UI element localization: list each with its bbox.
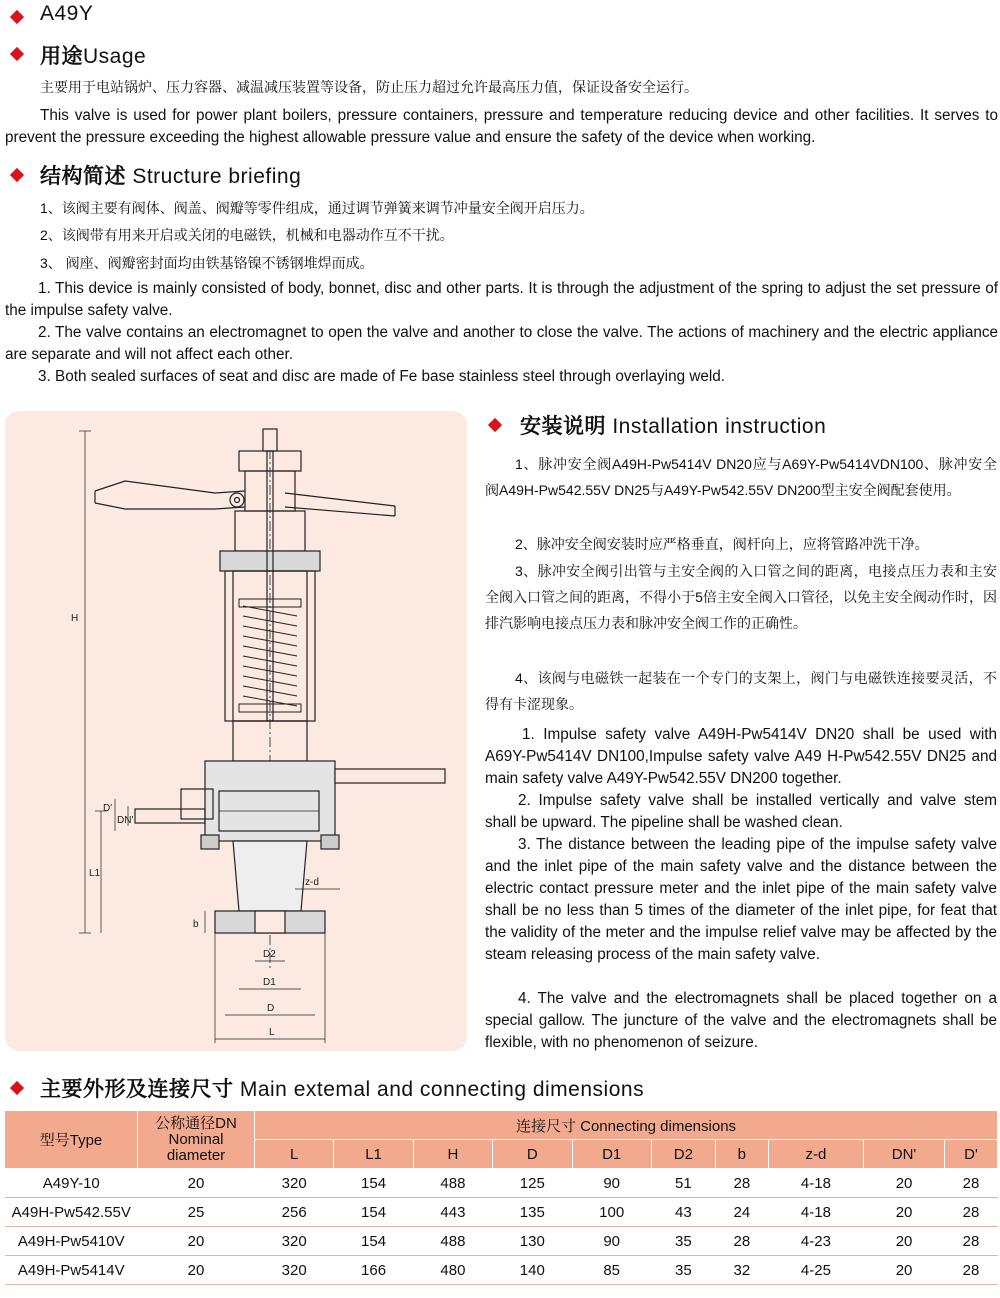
table-cell: 28 (715, 1169, 768, 1198)
dim-label-z-d: z-d (305, 877, 319, 888)
table-cell: 480 (413, 1256, 492, 1285)
table-cell: 90 (572, 1227, 651, 1256)
dim-label-D-prime: D' (103, 803, 113, 814)
usage-title-en: Usage (83, 45, 147, 68)
dim-label-D2: D2 (263, 949, 276, 960)
table-cell: 25 (138, 1198, 255, 1227)
col-header: L (255, 1140, 334, 1169)
bullet-icon (488, 418, 502, 432)
structure-title-cn: 结构简述 (40, 165, 126, 188)
table-cell: 488 (413, 1227, 492, 1256)
bullet-icon (10, 47, 24, 61)
dim-label-D1: D1 (263, 977, 276, 988)
installation-item-en-2: 2. Impulse safety valve shall be installed vertically and valve stem shall be upward. The pipeline shall be washed clean. (485, 792, 997, 831)
table-cell: 20 (864, 1198, 945, 1227)
table-row (5, 1256, 998, 1285)
table-cell: 100 (572, 1198, 651, 1227)
table-cell: A49Y-10 (5, 1169, 138, 1198)
structure-item-cn-1: 1、该阀主要有阀体、阀盖、阀瓣等零件组成，通过调节弹簧来调节冲量安全阀开启压力。 (40, 200, 594, 216)
table-cell: 135 (493, 1198, 572, 1227)
table-cell: 443 (413, 1198, 492, 1227)
header-dn-cn: 公称通径DN (155, 1114, 237, 1132)
installation-item-cn-4: 4、该阀与电磁铁一起装在一个专门的支架上，阀门与电磁铁连接要灵活，不得有卡涩现象。 (485, 670, 997, 712)
dimensions-title-en: Main extemal and connecting dimensions (239, 1078, 645, 1101)
table-cell: 256 (255, 1198, 334, 1227)
installation-item-en-4: 4. The valve and the electromagnets shall be placed together on a special gallow. The juncture of the valve and the electromagnets shall be flexible, with no phenomenon of seizure. (485, 990, 997, 1051)
table-cell: 32 (715, 1256, 768, 1285)
installation-item-cn-1: 1、脉冲安全阀A49H-Pw5414V DN20应与A69Y-Pw5414VDN100、脉冲安全阀A49H-Pw542.55V DN25与A49Y-Pw542.55V DN200型主安全阀配套使用。 (485, 456, 997, 498)
bullet-icon (10, 1081, 24, 1095)
header-type: 型号Type (5, 1111, 138, 1169)
structure-item-en-2: 2. The valve contains an electromagnet to open the valve and another to close the valve. The actions of machinery and the electric appliance are separate and will not affect each other. (5, 324, 998, 363)
table-cell: 488 (413, 1169, 492, 1198)
table-cell: 85 (572, 1256, 651, 1285)
table-cell: 20 (138, 1169, 255, 1198)
table-cell: 24 (715, 1198, 768, 1227)
model-title: A49Y (40, 2, 94, 25)
table-cell: 154 (334, 1169, 413, 1198)
installation-heading (520, 410, 826, 440)
col-header: DN' (864, 1140, 945, 1169)
installation-title-cn: 安装说明 (520, 415, 606, 438)
header-dn-en1: Nominal (168, 1130, 224, 1148)
valve-cross-section-drawing (5, 411, 467, 1051)
table-header-row (5, 1111, 998, 1140)
bullet-icon (10, 10, 24, 24)
col-header: D2 (651, 1140, 715, 1169)
header-connecting-dimensions: 连接尺寸 Connecting dimensions (255, 1111, 998, 1140)
col-header: D' (945, 1140, 998, 1169)
structure-item-en-1: 1. This device is mainly consisted of body, bonnet, disc and other parts. It is through the adjustment of the spring to adjust the set pressure of the impulse safety valve. (5, 280, 998, 319)
installation-item-cn-2: 2、脉冲安全阀安装时应严格垂直，阀杆向上，应将管路冲洗干净。 (515, 536, 929, 552)
installation-item-en-3: 3. The distance between the leading pipe of the impulse safety valve and the inlet pipe of the main safety valve and the distance between the electric contact pressure meter and the inlet pipe of the main safety valve shall be no less than 5 times of the diameter of the inlet pipe, for feat that the validity of the meter and the impulse relief valve may be affected by the steam releasing process of the main safety valve. (485, 836, 997, 963)
table-cell: 4-23 (768, 1227, 863, 1256)
valve-drawing-panel (5, 411, 467, 1051)
table-cell: 28 (945, 1198, 998, 1227)
installation-item-cn-3: 3、脉冲安全阀引出管与主安全阀的入口管之间的距离，电接点压力表和主安全阀入口管之间的距离，不得小于5倍主安全阀入口管径，以免主安全阀动作时，因排汽影响电接点压力表和脉冲安全阀工作的正确性。 (485, 563, 997, 631)
table-cell: 154 (334, 1227, 413, 1256)
table-cell: 4-18 (768, 1198, 863, 1227)
table-cell: 130 (493, 1227, 572, 1256)
table-cell: A49H-Pw5414V (5, 1256, 138, 1285)
installation-item-en-1: 1. Impulse safety valve A49H-Pw5414V DN20 shall be used with A69Y-Pw5414V DN100,Impulse safety valve A49 H-Pw542.55V DN25 and main safety valve A49Y-Pw542.55V DN200 together. (485, 726, 997, 787)
table-cell: 28 (715, 1227, 768, 1256)
col-header: H (413, 1140, 492, 1169)
col-header: D (493, 1140, 572, 1169)
col-header: b (715, 1140, 768, 1169)
installation-title-en: Installation instruction (612, 415, 827, 438)
structure-heading (40, 160, 301, 190)
dim-label-L1: L1 (89, 868, 101, 879)
dim-label-H: H (71, 613, 79, 624)
table-cell: A49H-Pw542.55V (5, 1198, 138, 1227)
table-cell: 20 (864, 1169, 945, 1198)
structure-item-cn-3: 3、 阀座、阀瓣密封面均由铁基铬镍不锈钢堆焊而成。 (40, 255, 374, 271)
table-cell: A49H-Pw5410V (5, 1227, 138, 1256)
table-cell: 320 (255, 1227, 334, 1256)
table-cell: 154 (334, 1198, 413, 1227)
table-cell: 4-18 (768, 1169, 863, 1198)
structure-item-cn-2: 2、该阀带有用来开启或关闭的电磁铁，机械和电器动作互不干扰。 (40, 227, 454, 243)
structure-title-en: Structure briefing (132, 165, 302, 188)
bullet-icon (10, 168, 24, 182)
table-cell: 51 (651, 1169, 715, 1198)
table-cell: 90 (572, 1169, 651, 1198)
usage-text-cn: 主要用于电站锅炉、压力容器、减温减压装置等设备，防止压力超过允许最高压力值，保证设备安全运行。 (40, 79, 698, 95)
table-cell: 28 (945, 1227, 998, 1256)
dim-label-DN-prime: DN' (117, 815, 134, 826)
dimensions-table (5, 1111, 998, 1285)
dimensions-heading (40, 1073, 644, 1103)
col-header: z-d (768, 1140, 863, 1169)
table-row (5, 1169, 998, 1198)
col-header: L1 (334, 1140, 413, 1169)
table-cell: 320 (255, 1169, 334, 1198)
table-cell: 20 (864, 1256, 945, 1285)
usage-text-en: This valve is used for power plant boilers, pressure containers, pressure and temperature reducing device and other facilities. It serves to prevent the pressure exceeding the highest allowable pressure value and ensure the safety of the device when working. (5, 107, 998, 146)
table-cell: 28 (945, 1169, 998, 1198)
table-cell: 43 (651, 1198, 715, 1227)
table-cell: 20 (864, 1227, 945, 1256)
table-cell: 20 (138, 1256, 255, 1285)
table-cell: 140 (493, 1256, 572, 1285)
dim-label-b: b (193, 919, 199, 930)
table-row (5, 1198, 998, 1227)
table-cell: 20 (138, 1227, 255, 1256)
col-header: D1 (572, 1140, 651, 1169)
table-cell: 320 (255, 1256, 334, 1285)
structure-item-en-3: 3. Both sealed surfaces of seat and disc are made of Fe base stainless steel through overlaying weld. (38, 368, 726, 385)
table-cell: 35 (651, 1227, 715, 1256)
table-row (5, 1227, 998, 1256)
usage-title-cn: 用途 (40, 45, 83, 68)
table-cell: 4-25 (768, 1256, 863, 1285)
table-cell: 35 (651, 1256, 715, 1285)
dim-label-D: D (267, 1003, 275, 1014)
table-cell: 166 (334, 1256, 413, 1285)
dimensions-title-cn: 主要外形及连接尺寸 (40, 1078, 234, 1101)
usage-heading (40, 40, 146, 70)
header-dn-en2: diameter (166, 1146, 226, 1164)
table-cell: 28 (945, 1256, 998, 1285)
dim-label-L: L (269, 1027, 275, 1038)
table-cell: 125 (493, 1169, 572, 1198)
header-nominal-diameter (138, 1111, 255, 1169)
